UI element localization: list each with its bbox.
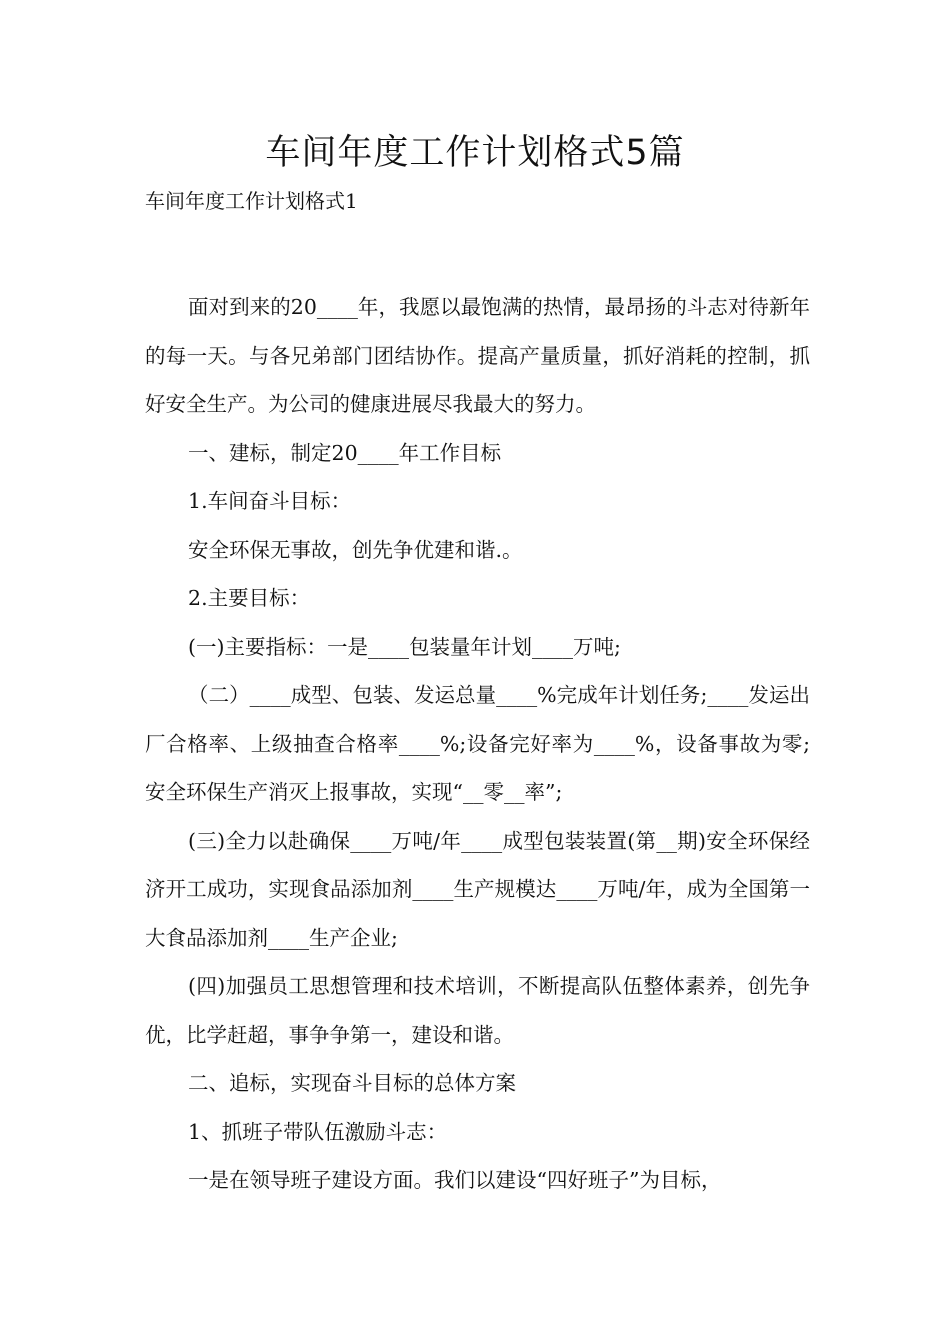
paragraph-goal-text: 安全环保无事故，创先争优建和谐.。 — [188, 537, 523, 562]
paragraph-indicator-2: （二）____成型、包装、发运总量____%完成年计划任务;____发运出厂合格率、上级抽查合格率____%;设备完好率为____%，设备事故为零;安全环保生产消灭上报事故，实现“__零__率”; — [145, 683, 810, 804]
paragraph-indicator-3: (三)全力以赴确保____万吨/年____成型包装装置(第__期)安全环保经济开工成功，实现食品添加剂____生产规模达____万吨/年，成为全国第一大食品添加剂____生产企业; — [145, 828, 810, 950]
document-subtitle: 车间年度工作计划格式1 — [145, 189, 358, 213]
paragraph-team-heading: 1、抓班子带队伍激励斗志： — [188, 1119, 448, 1144]
paragraph-intro: 面对到来的20____年，我愿以最饱满的热情，最昂扬的斗志对待新年的每一天。与各兄弟部门团结协作。提高产量质量，抓好消耗的控制，抓好安全生产。为公司的健康进展尽我最大的努力。 — [145, 295, 810, 416]
document-title: 车间年度工作计划格式5篇 — [265, 133, 685, 173]
paragraph-goal-heading: 1.车间奋斗目标： — [188, 489, 352, 513]
paragraph-indicator-1: (一)主要指标：一是____包装量年计划____万吨; — [188, 634, 621, 659]
paragraph-section-2-heading: 二、追标，实现奋斗目标的总体方案 — [188, 1071, 517, 1095]
paragraph-section-1-heading: 一、建标，制定20____年工作目标 — [188, 440, 502, 465]
document-body — [145, 283, 810, 1205]
paragraph-indicator-4: (四)加强员工思想管理和技术培训，不断提高队伍整体素养，创先争优，比学赶超，事争争第一，建设和谐。 — [145, 974, 810, 1047]
paragraph-team-text: 一是在领导班子建设方面。我们以建设“四好班子”为目标， — [188, 1168, 722, 1192]
paragraph-main-goals-heading: 2.主要目标： — [188, 586, 311, 610]
